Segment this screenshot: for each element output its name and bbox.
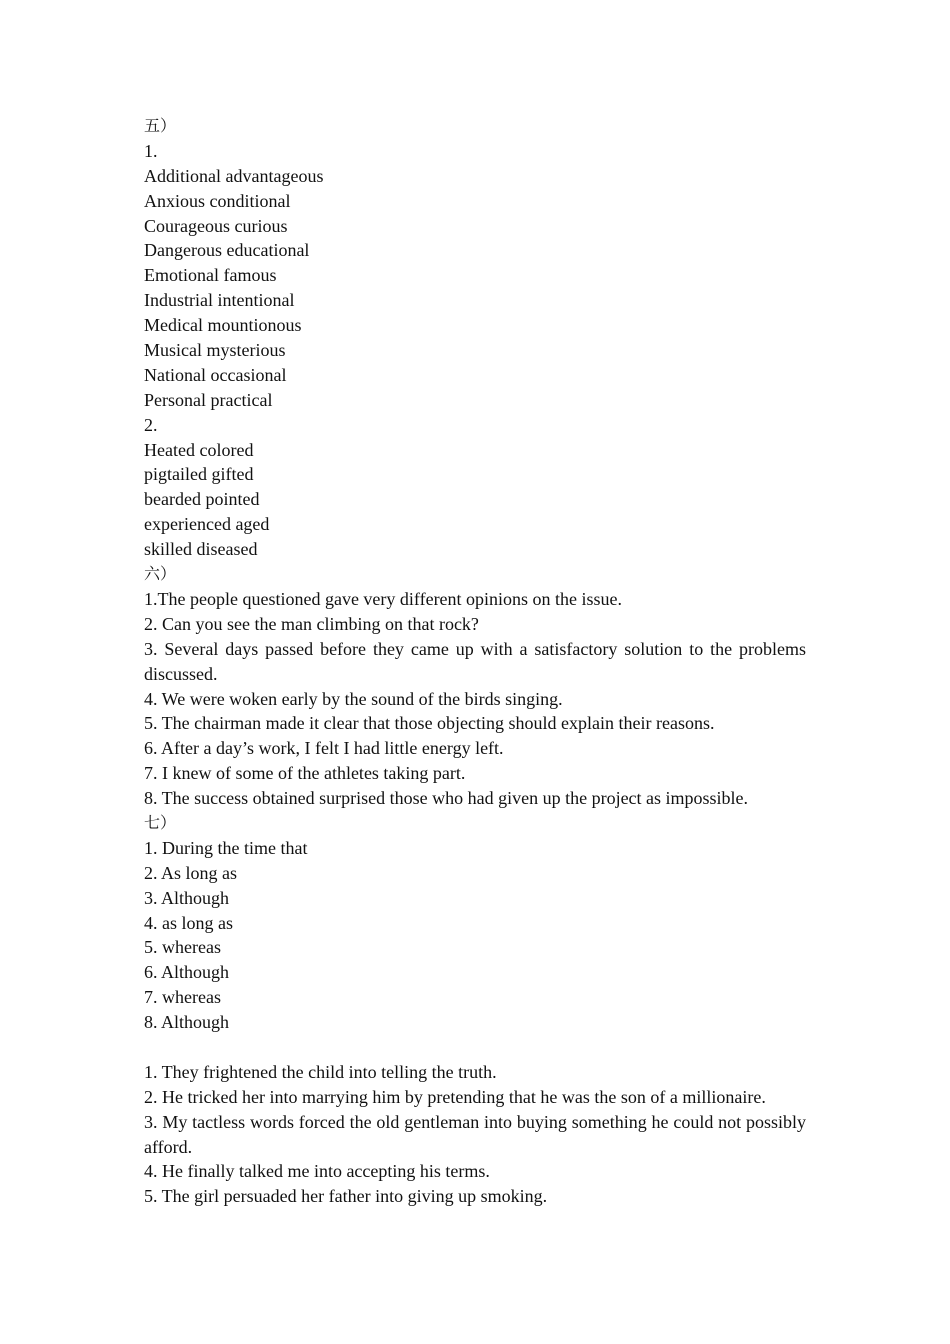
- answer-item: 3. Although: [144, 887, 230, 908]
- answer-item: 5. whereas: [144, 937, 221, 958]
- sentence-item: 4. He finally talked me into accepting his terms.: [144, 1161, 490, 1182]
- word-pair-line: bearded pointed: [144, 489, 260, 510]
- part-label-1: 1.: [144, 140, 158, 161]
- sentence-item: 5. The chairman made it clear that those objecting should explain their reasons.: [144, 713, 715, 734]
- section-heading-5: 五）: [144, 116, 177, 135]
- sentence-item: 1. They frightened the child into telling the truth.: [144, 1061, 497, 1082]
- answer-item: 1. During the time that: [144, 837, 308, 858]
- answer-item: 4. as long as: [144, 912, 233, 933]
- word-pair-line: Dangerous educational: [144, 240, 310, 261]
- sentence-item: 1.The people questioned gave very different opinions on the issue.: [144, 588, 623, 609]
- sentence-item: 8. The success obtained surprised those who had given up the project as impossible.: [144, 788, 749, 809]
- word-pair-line: Additional advantageous: [144, 165, 324, 186]
- sentence-item: 6. After a day’s work, I felt I had little energy left.: [144, 738, 504, 759]
- document-page: [144, 114, 806, 1209]
- sentence-item: 3. My tactless words forced the old gentleman into buying something he could not possibly afford.: [144, 1111, 806, 1157]
- word-pair-line: skilled diseased: [144, 539, 258, 560]
- part-label-2: 2.: [144, 414, 158, 435]
- sentence-item: 4. We were woken early by the sound of the birds singing.: [144, 688, 563, 709]
- section-heading-6: 六）: [144, 564, 177, 584]
- word-pair-line: National occasional: [144, 364, 287, 385]
- answer-item: 7. whereas: [144, 987, 221, 1008]
- word-pair-line: Medical mountionous: [144, 315, 302, 336]
- answer-item: 2. As long as: [144, 862, 238, 883]
- sentence-item: 2. Can you see the man climbing on that rock?: [144, 613, 479, 634]
- word-pair-line: Industrial intentional: [144, 290, 295, 311]
- sentence-item: 7. I knew of some of the athletes taking part.: [144, 763, 466, 784]
- word-pair-line: Musical mysterious: [144, 340, 286, 361]
- answer-item: 6. Although: [144, 962, 230, 983]
- word-pair-line: Emotional famous: [144, 265, 277, 286]
- answer-item: 8. Although: [144, 1012, 230, 1033]
- sentence-item: 2. He tricked her into marrying him by pretending that he was the son of a millionaire.: [144, 1086, 766, 1107]
- word-pair-line: Personal practical: [144, 389, 273, 410]
- word-pair-line: Heated colored: [144, 439, 254, 460]
- word-pair-line: Courageous curious: [144, 215, 288, 236]
- word-pair-line: experienced aged: [144, 514, 270, 535]
- sentence-item: 3. Several days passed before they came up with a satisfactory solution to the problems discussed.: [144, 638, 806, 684]
- word-pair-line: pigtailed gifted: [144, 464, 254, 485]
- blank-line: [144, 1035, 806, 1060]
- sentence-item: 5. The girl persuaded her father into giving up smoking.: [144, 1186, 548, 1207]
- word-pair-line: Anxious conditional: [144, 190, 291, 211]
- section-heading-7: 七）: [144, 812, 177, 832]
